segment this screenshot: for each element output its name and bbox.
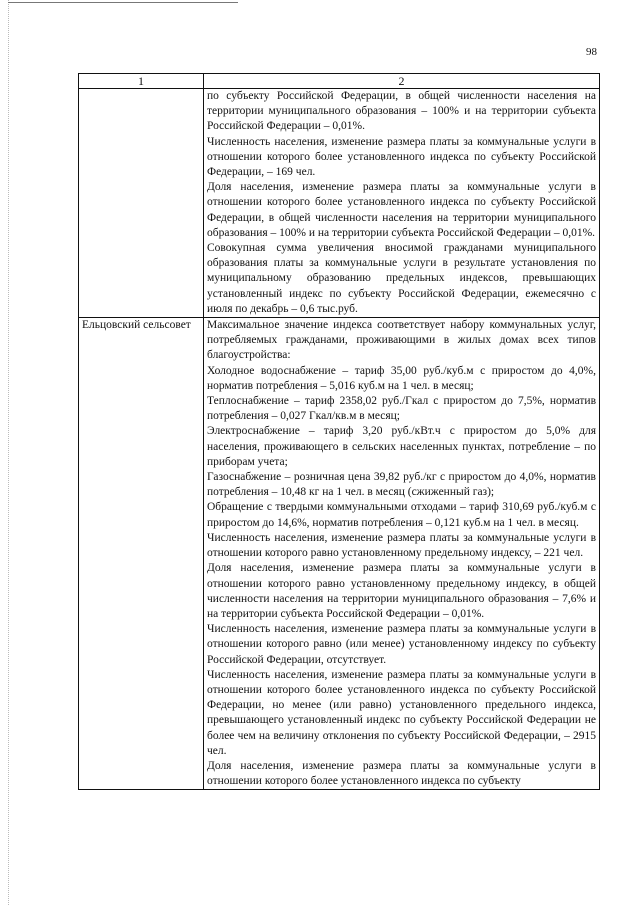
column-header-2: 2: [204, 74, 600, 89]
paragraph: Численность населения, изменение размера платы за коммунальные услуги в отношении которого более установленного индекса по субъекту Российской Федерации, но менее (или равно) установленного предельного индекса, превышающего установленный индекс по субъекту Российской Федерации не более чем на величину отклонения по субъекту Российской Федерации, – 2915 чел.: [207, 668, 596, 757]
description-cell: [204, 318, 600, 790]
paragraph: Газоснабжение – розничная цена 39,82 руб./кг с приростом до 4,0%, норматив потребления – 10,48 кг на 1 чел. в месяц (сжиженный газ);: [207, 471, 596, 499]
table-header-row: [79, 74, 600, 89]
scan-margin-line: [8, 0, 9, 905]
tariff-table: [78, 73, 600, 790]
column-header-1: 1: [79, 74, 204, 89]
municipality-cell: [79, 89, 204, 318]
paragraph: Совокупная сумма увеличения вносимой гражданами муниципального образования платы за коммунальные услуги в результате установления по муниципальному образованию предельных индексов, превышающих установленный индекс по субъекту Российской Федерации, ежемесячно с июля по декабрь – 0,6 тыс.руб.: [207, 242, 596, 315]
paragraph: Теплоснабжение – тариф 2358,02 руб./Гкал с приростом до 7,5%, норматив потребления – 0,027 Гкал/кв.м в месяц;: [207, 395, 596, 423]
paragraph: Доля населения, изменение размера платы за коммунальные услуги в отношении которого более установленного индекса по субъекту Российской Федерации, в общей численности населения на территории муниципального образования – 100% и на территории субъекта Российской Федерации – 0,01%.: [207, 181, 596, 239]
paragraph: Обращение с твердыми коммунальными отходами – тариф 310,69 руб./куб.м с приростом до 14,6%, норматив потребления – 0,121 куб.м на 1 чел. в месяц.: [207, 501, 596, 529]
paragraph: Электроснабжение – тариф 3,20 руб./кВт.ч с приростом до 5,0% для населения, проживающего в сельских населенных пунктах, потребление – по приборам учета;: [207, 425, 596, 468]
paragraph: Доля населения, изменение размера платы за коммунальные услуги в отношении которого равно установленному предельному индексу, в общей численности населения на территории муниципального образования – 7,6% и на территории субъекта Российской Федерации – 0,01%.: [207, 562, 596, 620]
table-row: [79, 89, 600, 318]
page-number: 98: [586, 46, 597, 58]
paragraph: Численность населения, изменение размера платы за коммунальные услуги в отношении которого более установленного индекса по субъекту Российской Федерации, – 169 чел.: [207, 135, 596, 179]
paragraph: Доля населения, изменение размера платы за коммунальные услуги в отношении которого более установленного индекса по субъекту: [207, 759, 596, 788]
description-cell: [204, 89, 600, 318]
paragraph: Численность населения, изменение размера платы за коммунальные услуги в отношении которого равно установленному предельному индексу, – 221 чел.: [207, 531, 596, 560]
paragraph: Холодное водоснабжение – тариф 35,00 руб./куб.м с приростом до 4,0%, норматив потребления – 5,016 куб.м на 1 чел. в месяц;: [207, 364, 596, 392]
paragraph: по субъекту Российской Федерации, в общей численности населения на территории муниципального образования – 100% и на территории субъекта Российской Федерации – 0,01%.: [207, 90, 596, 133]
paragraph: Максимальное значение индекса соответствует набору коммунальных услуг, потребляемых гражданами, проживающими в жилых домах всех типов благоустройства:: [207, 319, 596, 362]
table-row: [79, 318, 600, 790]
scan-top-line: [8, 2, 238, 3]
municipality-cell: Ельцовский сельсовет: [79, 318, 204, 790]
paragraph: Численность населения, изменение размера платы за коммунальные услуги в отношении которого равно (или менее) установленному индексу по субъекту Российской Федерации, отсутствует.: [207, 623, 596, 666]
